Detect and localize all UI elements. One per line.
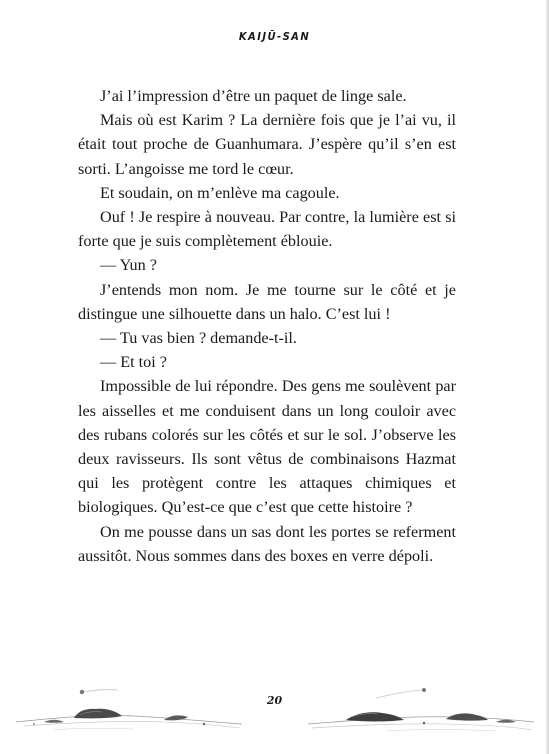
paragraph-5: — Yun ?: [100, 256, 157, 275]
paragraph-10: On me pousse dans un sas dont les portes se referment aussitôt. Nous sommes dans des boxes en verre dépoli.: [78, 522, 456, 565]
landscape-rocks-ornament-right-icon: [306, 678, 536, 738]
landscape-rocks-ornament-left-icon: [14, 678, 244, 738]
page-number: 20: [266, 694, 283, 707]
paragraph-4: Ouf ! Je respire à nouveau. Par contre, la lumière est si forte que je suis complètement éblouie.: [78, 208, 456, 251]
page-edge-shadow: [545, 0, 549, 754]
paragraph-6: J’entends mon nom. Je me tourne sur le côté et je distingue une silhouette dans un halo. C’est lui !: [78, 280, 456, 323]
paragraph-8: — Et toi ?: [100, 353, 167, 372]
paragraph-9: Impossible de lui répondre. Des gens me soulèvent par les aisselles et me conduisent dans un long couloir avec des rubans colorés sur les côtés et sur le sol. J’observe les deux ravisseurs. Ils sont vêtus de combinaisons Hazmat qui les protègent contre les attaques chimiques et biologiques. Qu’est-ce que c’est que cette histoire ?: [78, 377, 456, 517]
body-text: [78, 84, 456, 568]
paragraph-2: Mais où est Karim ? La dernière fois que je l’ai vu, il était tout proche de Guanhumara. J’espère qu’il s’en est sorti. L’angoisse me tord le cœur.: [78, 111, 456, 178]
paragraph-3: Et soudain, on m’enlève ma cagoule.: [100, 183, 340, 202]
paragraph-7: — Tu vas bien ? demande-t-il.: [100, 329, 297, 348]
paragraph-1: J’ai l’impression d’être un paquet de linge sale.: [100, 87, 407, 105]
running-head-title: KAIJŪ-SAN: [238, 31, 311, 43]
